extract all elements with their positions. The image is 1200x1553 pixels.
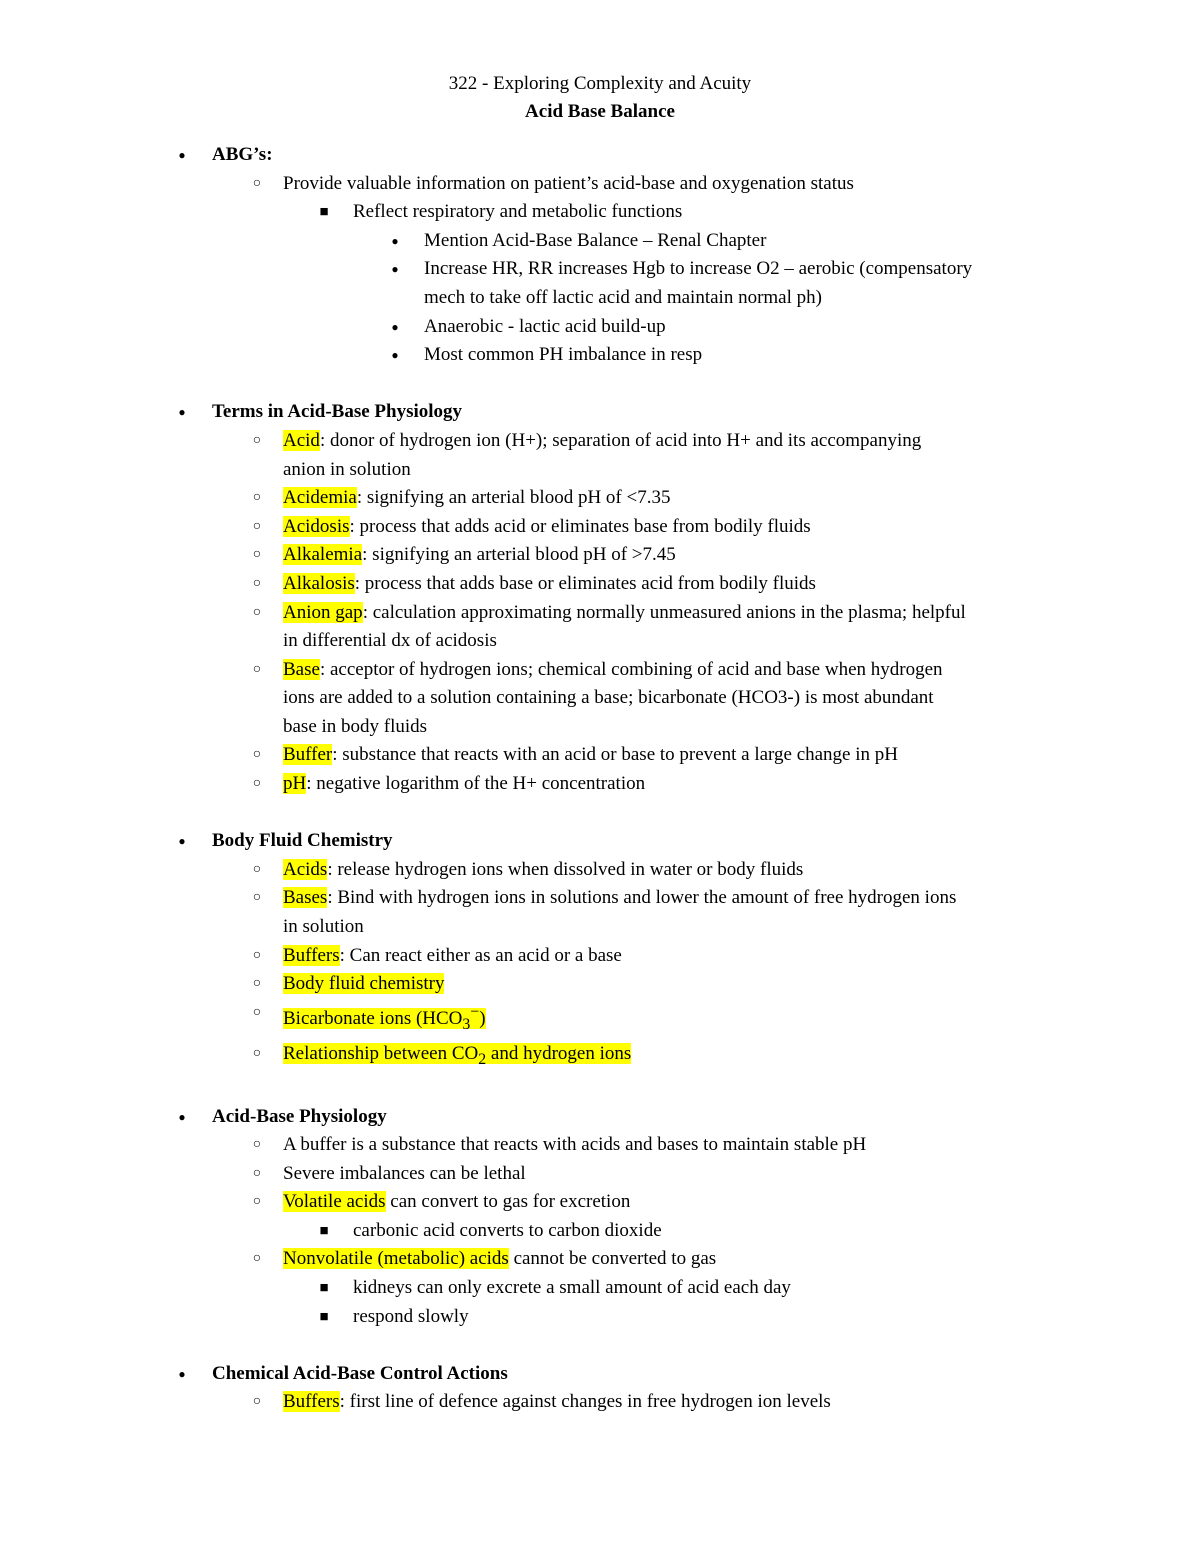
item-text: Provide valuable information on patient’s acid-base and oxygenation status xyxy=(283,172,854,194)
list-item xyxy=(0,970,1073,999)
bullet-hollow-circle-icon: ○ xyxy=(252,604,262,620)
item-text: Most common PH imbalance in resp xyxy=(424,344,703,366)
bullet-hollow-circle-icon: ○ xyxy=(252,947,262,963)
term-bases xyxy=(0,884,1073,941)
bullet-square-icon: ■ xyxy=(319,204,329,221)
bullet-filled-circle-icon: ● xyxy=(391,348,399,363)
term-definition: : Can react either as an acid or a base xyxy=(339,944,622,966)
highlighted-term: Alkalosis xyxy=(283,572,355,594)
highlighted-term: Volatile acids xyxy=(283,1191,386,1213)
term-base xyxy=(0,656,1073,742)
highlighted-term: Acidemia xyxy=(283,487,357,509)
section-heading: Chemical Acid-Base Control Actions xyxy=(212,1362,508,1384)
list-item xyxy=(0,341,1064,370)
item-text: Severe imbalances can be lethal xyxy=(283,1162,526,1184)
highlighted-item xyxy=(283,1003,486,1033)
section-physiology xyxy=(0,1103,1200,1132)
term-definition-continued: ions are added to a solution containing a base; bicarbonate (HCO3-) is most abundant xyxy=(283,687,934,709)
highlighted-item: Body fluid chemistry xyxy=(283,973,445,995)
term-alkalosis xyxy=(0,570,1073,599)
term-definition: : substance that reacts with an acid or base to prevent a large change in pH xyxy=(332,744,898,766)
term-acidemia xyxy=(0,484,1073,513)
term-definition: : release hydrogen ions when dissolved in water or body fluids xyxy=(327,858,804,880)
term-definition: : calculation approximating normally unmeasured anions in the plasma; helpful xyxy=(362,601,966,623)
bullet-hollow-circle-icon: ○ xyxy=(252,776,262,792)
bullet-filled-circle-icon: ● xyxy=(178,1109,186,1124)
bullet-hollow-circle-icon: ○ xyxy=(252,1045,262,1061)
bullet-hollow-circle-icon: ○ xyxy=(252,976,262,992)
list-item xyxy=(0,1274,1200,1303)
highlighted-term: Acidosis xyxy=(283,515,350,537)
relationship-tail: and hydrogen ions xyxy=(486,1042,632,1064)
bullet-filled-circle-icon: ● xyxy=(391,262,399,277)
bullet-filled-circle-icon: ● xyxy=(178,405,186,420)
highlighted-term: Buffers xyxy=(283,1391,340,1413)
term-definition: : acceptor of hydrogen ions; chemical combining of acid and base when hydrogen xyxy=(319,658,943,680)
section-abg xyxy=(0,141,1200,170)
highlighted-term: Acids xyxy=(283,858,328,880)
term-anion-gap xyxy=(0,599,1073,656)
term-definition: : signifying an arterial blood pH of <7.35 xyxy=(356,487,671,509)
highlighted-item xyxy=(283,1042,632,1068)
section-heading: Acid-Base Physiology xyxy=(212,1105,387,1127)
section-heading: Body Fluid Chemistry xyxy=(212,830,393,852)
term-acids xyxy=(0,856,1073,885)
item-text: Reflect respiratory and metabolic functions xyxy=(353,201,683,223)
list-item xyxy=(0,198,1200,227)
item-text: respond slowly xyxy=(353,1305,469,1327)
section-terms xyxy=(0,398,1200,427)
item-text: kidneys can only excrete a small amount of acid each day xyxy=(353,1277,791,1299)
blank-line xyxy=(0,370,1200,399)
section-control xyxy=(0,1360,1200,1389)
list-item xyxy=(0,1131,1073,1160)
section-heading: ABG’s: xyxy=(212,144,273,165)
term-buffer xyxy=(0,741,1073,770)
bullet-hollow-circle-icon: ○ xyxy=(252,1165,262,1181)
highlighted-term: Anion gap xyxy=(283,601,363,623)
term-acid xyxy=(0,427,1073,484)
term-volatile-acids xyxy=(0,1188,1073,1217)
bullet-hollow-circle-icon: ○ xyxy=(252,175,262,191)
term-definition: : signifying an arterial blood pH of >7.45 xyxy=(362,544,676,566)
term-definition: : first line of defence against changes in free hydrogen ion levels xyxy=(339,1391,831,1413)
bullet-hollow-circle-icon: ○ xyxy=(252,1194,262,1210)
term-definition: : donor of hydrogen ion (H+); separation of acid into H+ and its accompanying xyxy=(319,429,922,451)
bullet-hollow-circle-icon: ○ xyxy=(252,1137,262,1153)
list-item xyxy=(0,313,1064,342)
bullet-filled-circle-icon: ● xyxy=(391,319,399,334)
term-definition: : process that adds acid or eliminates base from bodily fluids xyxy=(349,515,811,537)
term-definition-continued: in differential dx of acidosis xyxy=(283,630,497,652)
bullet-filled-circle-icon: ● xyxy=(391,233,399,248)
term-definition-continued: in solution xyxy=(283,916,364,938)
bullet-filled-circle-icon: ● xyxy=(178,834,186,849)
highlighted-term: Buffer xyxy=(283,744,333,766)
bullet-hollow-circle-icon: ○ xyxy=(252,661,262,677)
highlighted-term: Buffers xyxy=(283,944,340,966)
list-item xyxy=(0,1040,1073,1074)
bullet-square-icon: ■ xyxy=(319,1222,329,1239)
term-definition: : Bind with hydrogen ions in solutions and lower the amount of free hydrogen ions xyxy=(327,887,957,909)
bullet-hollow-circle-icon: ○ xyxy=(252,490,262,506)
bullet-hollow-circle-icon: ○ xyxy=(252,1004,262,1020)
term-buffers-control xyxy=(0,1388,1073,1417)
term-acidosis xyxy=(0,513,1073,542)
term-definition: cannot be converted to gas xyxy=(508,1248,717,1270)
term-definition: can convert to gas for excretion xyxy=(385,1191,631,1213)
item-text: A buffer is a substance that reacts with acids and bases to maintain stable pH xyxy=(283,1134,867,1156)
bullet-hollow-circle-icon: ○ xyxy=(252,547,262,563)
course-title: 322 - Exploring Complexity and Acuity xyxy=(448,73,752,94)
bullet-hollow-circle-icon: ○ xyxy=(252,890,262,906)
list-item xyxy=(0,999,1073,1040)
list-item xyxy=(0,1217,1200,1246)
bullet-filled-circle-icon: ● xyxy=(178,148,186,162)
highlighted-term: Bases xyxy=(283,887,328,909)
bullet-hollow-circle-icon: ○ xyxy=(252,575,262,591)
highlighted-term: Alkalemia xyxy=(283,544,363,566)
highlighted-term: Acid xyxy=(283,429,320,451)
bullet-hollow-circle-icon: ○ xyxy=(252,1251,262,1267)
term-definition-continued: base in body fluids xyxy=(283,715,428,737)
relationship-text: Relationship between CO xyxy=(283,1042,479,1064)
list-item xyxy=(0,1160,1073,1189)
term-nonvolatile-acids xyxy=(0,1245,1073,1274)
blank-line xyxy=(0,799,1200,828)
closing-paren: ) xyxy=(479,1008,486,1030)
list-item xyxy=(0,1303,1200,1332)
item-text: carbonic acid converts to carbon dioxide xyxy=(353,1219,662,1241)
bullet-hollow-circle-icon: ○ xyxy=(252,518,262,534)
list-item xyxy=(0,227,1064,256)
bullet-hollow-circle-icon: ○ xyxy=(252,861,262,877)
term-definition: : process that adds base or eliminates acid from bodily fluids xyxy=(354,572,816,594)
highlighted-term: Nonvolatile (metabolic) acids xyxy=(283,1248,509,1270)
item-text: Mention Acid-Base Balance – Renal Chapter xyxy=(424,229,767,251)
section-heading: Terms in Acid-Base Physiology xyxy=(212,401,463,423)
item-text: Anaerobic - lactic acid build-up xyxy=(424,315,666,337)
subscript: 3 xyxy=(462,1015,471,1033)
term-definition-continued: anion in solution xyxy=(283,458,411,480)
term-definition: : negative logarithm of the H+ concentration xyxy=(306,773,646,795)
notes-body xyxy=(0,141,1200,1417)
term-alkalemia xyxy=(0,541,1073,570)
document-title: Acid Base Balance xyxy=(525,101,675,122)
subscript: 2 xyxy=(478,1050,487,1068)
highlighted-term: pH xyxy=(283,773,307,795)
item-text: Increase HR, RR increases Hgb to increase O2 – aerobic (compensatory xyxy=(424,258,973,280)
bicarbonate-text: Bicarbonate ions (HCO xyxy=(283,1008,463,1030)
list-item xyxy=(0,255,1064,312)
section-chemistry xyxy=(0,827,1200,856)
item-text-continued: mech to take off lactic acid and maintain normal ph) xyxy=(424,286,822,308)
blank-line xyxy=(0,1074,1200,1103)
bullet-hollow-circle-icon: ○ xyxy=(252,432,262,448)
bullet-square-icon: ■ xyxy=(319,1308,329,1325)
blank-line xyxy=(0,1331,1200,1360)
bullet-hollow-circle-icon: ○ xyxy=(252,747,262,763)
term-ph xyxy=(0,770,1073,799)
bullet-square-icon: ■ xyxy=(319,1280,329,1297)
highlighted-term: Base xyxy=(283,658,320,680)
term-buffers xyxy=(0,942,1073,971)
list-item xyxy=(0,170,1073,199)
bullet-filled-circle-icon: ● xyxy=(178,1366,186,1381)
superscript: − xyxy=(470,1003,480,1021)
bullet-hollow-circle-icon: ○ xyxy=(252,1394,262,1410)
